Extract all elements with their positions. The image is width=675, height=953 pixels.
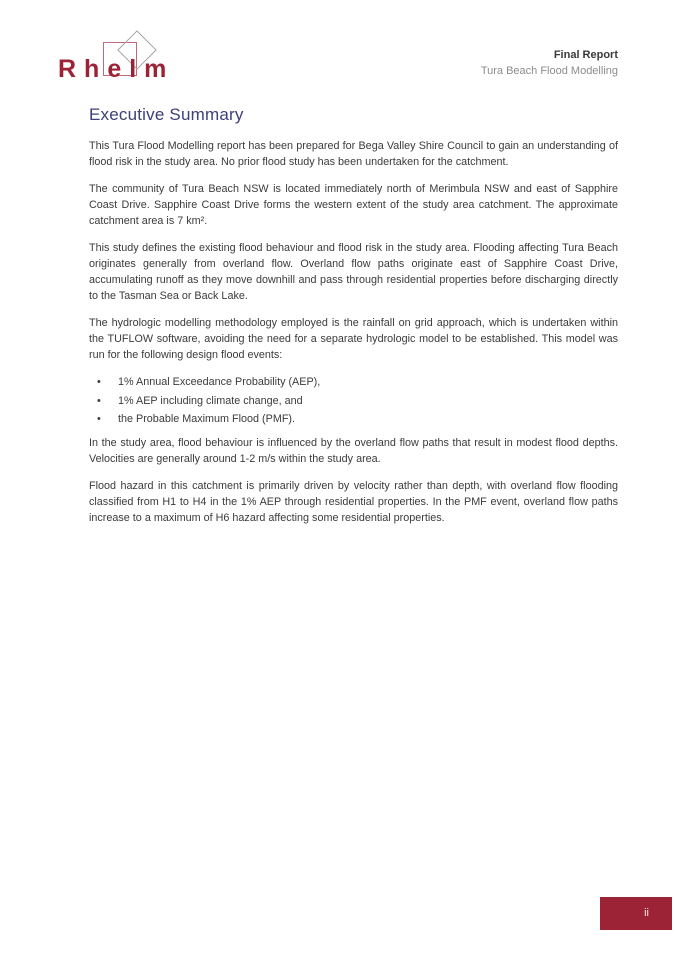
report-type-label: Final Report <box>553 49 618 61</box>
list-item-text: 1% Annual Exceedance Probability (AEP), <box>118 376 321 388</box>
rhelm-logo <box>58 28 188 86</box>
paragraph: The hydrologic modelling methodology employed is the rainfall on grid approach, which is undertaken within the TUFLOW software, avoiding the need for a separate hydrologic model to be established. This model was run for the following design flood events: <box>89 317 618 361</box>
design-flood-events-list <box>89 374 618 427</box>
paragraph: Flood hazard in this catchment is primarily driven by velocity rather than depth, with overland flow flooding classified from H1 to H4 in the 1% AEP through residential properties. In the PMF event, overland flow paths increase to a maximum of H6 hazard affecting some residential properties. <box>89 480 618 524</box>
paragraph: This study defines the existing flood behaviour and flood risk in the study area. Flooding affecting Tura Beach originates generally from overland flow. Overland flow paths originate east of Sapphire Coast Drive, accumulating runoff as they move downhill and pass through residential properties before discharging directly to the Tasman Sea or Back Lake. <box>89 242 618 302</box>
list-item <box>89 393 618 409</box>
page-number-badge: ii <box>600 897 672 930</box>
bullet-icon: • <box>97 394 101 407</box>
list-item <box>89 411 618 427</box>
page-header <box>481 48 618 79</box>
logo-wordmark: Rhelm <box>58 55 175 83</box>
paragraph: This Tura Flood Modelling report has been prepared for Bega Valley Shire Council to gain an understanding of flood risk in the study area. No prior flood study has been undertaken for the catchment. <box>89 140 618 168</box>
list-item-text: the Probable Maximum Flood (PMF). <box>118 413 296 425</box>
bullet-icon: • <box>97 413 101 425</box>
bullet-icon: • <box>97 376 101 388</box>
paragraph: In the study area, flood behaviour is influenced by the overland flow paths that result in modest flood depths. Velocities are generally around 1-2 m/s within the study area. <box>89 437 618 465</box>
paragraph: The community of Tura Beach NSW is located immediately north of Merimbula NSW and east of Sapphire Coast Drive. Sapphire Coast Drive forms the western extent of the study area catchment. The approximate catchment area is 7 km². <box>89 183 618 227</box>
list-item <box>89 374 618 390</box>
section-heading: Executive Summary <box>89 105 244 124</box>
list-item-text: 1% AEP including climate change, and <box>118 394 303 407</box>
document-body <box>89 104 618 537</box>
report-title-label: Tura Beach Flood Modelling <box>480 64 618 77</box>
